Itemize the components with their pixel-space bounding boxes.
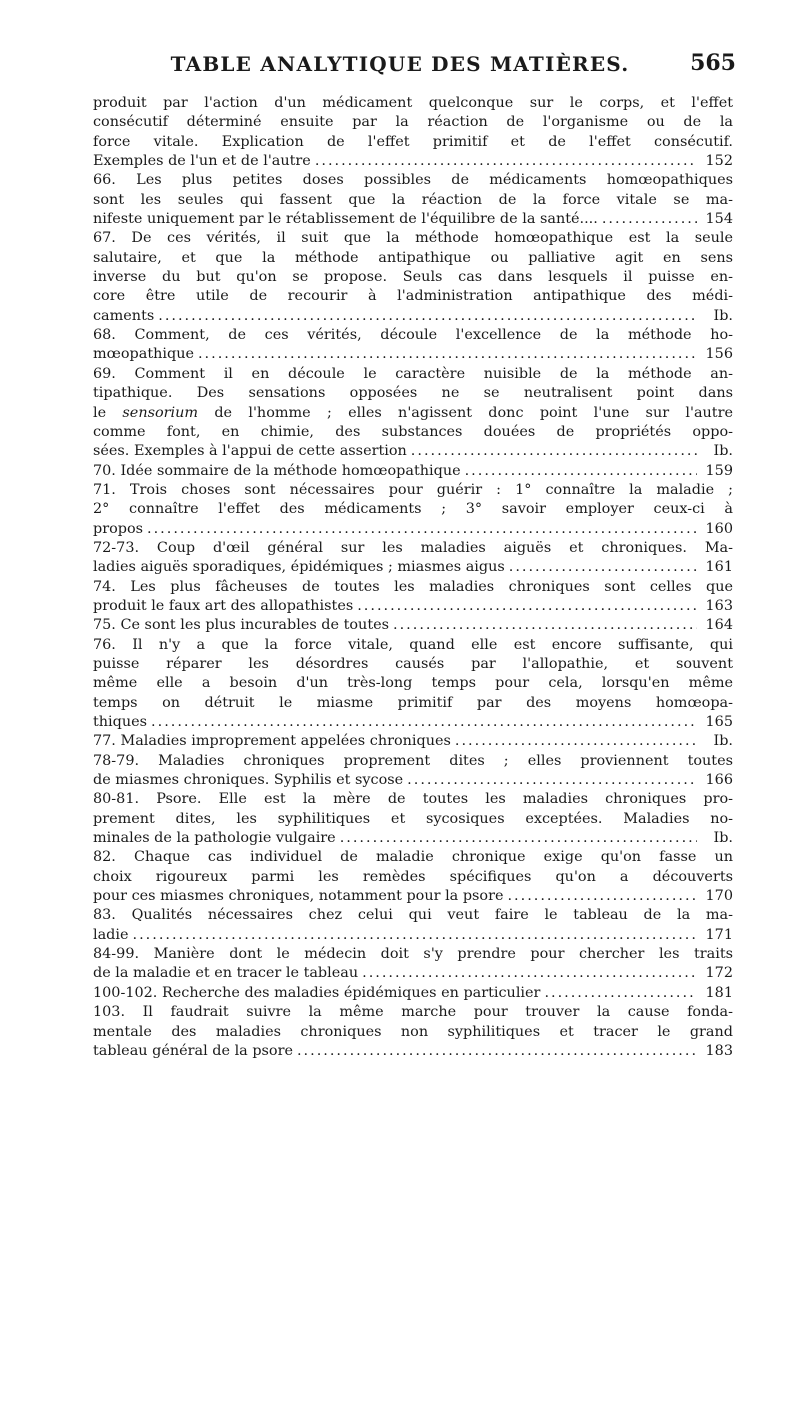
toc-entry-text: de miasmes chroniques. Syphilis et sycose (93, 772, 404, 789)
dot-leader (147, 520, 697, 539)
toc-entry-line: force vitale. Explication de l'effet primitif et de l'effet consécutif. (93, 133, 733, 150)
dot-leader (455, 732, 697, 751)
toc-page-ref: Ib. (713, 307, 733, 324)
page-number: 565 (690, 50, 736, 76)
dot-leader (158, 307, 697, 326)
toc-entry-last-line (93, 616, 733, 635)
toc-entry-last-line (93, 442, 733, 461)
toc-page-ref: 166 (705, 772, 733, 789)
toc-entry-line: 83. Qualités nécessaires chez celui qui veut faire le tableau de la ma- (93, 907, 733, 924)
toc-page-ref: 170 (705, 888, 733, 905)
toc-entry-last-line (93, 926, 733, 945)
toc-entry-last-line (93, 520, 733, 539)
dot-leader (133, 926, 697, 945)
toc-entry-line: sont les seules qui fassent que la réaction de la force vitale se ma- (93, 191, 733, 208)
toc-page-ref: 160 (705, 520, 733, 537)
toc-page-ref: 164 (705, 617, 733, 634)
toc-entry-last-line (93, 964, 733, 983)
table-of-contents (93, 94, 733, 1061)
toc-entry-line: 66. Les plus petites doses possibles de médicaments homœopathiques (93, 172, 733, 189)
toc-page-ref: Ib. (713, 830, 733, 847)
toc-entry (93, 462, 733, 481)
dot-leader (509, 558, 697, 577)
toc-entry-last-line (93, 732, 733, 751)
toc-entry (93, 326, 733, 365)
toc-entry-last-line (93, 210, 733, 229)
toc-entry-line: 68. Comment, de ces vérités, découle l'excellence de la méthode ho- (93, 327, 733, 344)
toc-entry-text: produit le faux art des allopathistes (93, 597, 354, 614)
toc-entry-last-line (93, 345, 733, 364)
dot-leader (362, 964, 697, 983)
toc-entry-text: Exemples de l'un et de l'autre (93, 153, 311, 170)
toc-entry-text: 100-102. Recherche des maladies épidémiques en particulier (93, 984, 541, 1001)
toc-entry-text: pour ces miasmes chroniques, notamment pour la psore (93, 888, 504, 905)
dot-leader (411, 442, 697, 461)
toc-entry-text: de la maladie et en tracer le tableau (93, 965, 359, 982)
running-header (0, 50, 800, 84)
toc-entry (93, 94, 733, 171)
dot-leader (407, 771, 697, 790)
toc-entry (93, 906, 733, 945)
dot-leader (544, 984, 697, 1003)
toc-entry (93, 848, 733, 906)
toc-entry-line: temps on détruit le miasme primitif par des moyens homœopa- (93, 694, 733, 711)
toc-entry-text: nifeste uniquement par le rétablissement de l'équilibre de la santé.... (93, 211, 598, 228)
toc-entry (93, 790, 733, 848)
toc-entry (93, 365, 733, 462)
toc-entry-line: consécutif déterminé ensuite par la réaction de l'organisme ou de la (93, 114, 733, 131)
toc-entry-line: 84-99. Manière dont le médecin doit s'y prendre pour chercher les traits (93, 946, 733, 963)
toc-page-ref: Ib. (713, 443, 733, 460)
toc-entry-line: core être utile de recourir à l'administration antipathique des médi- (93, 288, 733, 305)
toc-entry (93, 1003, 733, 1061)
toc-entry-line: 76. Il n'y a que la force vitale, quand elle est encore suffisante, qui (93, 636, 733, 653)
toc-entry-last-line (93, 713, 733, 732)
toc-entry-text: 77. Maladies improprement appelées chroniques (93, 733, 451, 750)
toc-page-ref: 171 (705, 926, 733, 943)
toc-entry-text: caments (93, 307, 155, 324)
toc-entry-last-line (93, 462, 733, 481)
toc-page-ref: 183 (705, 1042, 733, 1059)
toc-entry-last-line (93, 887, 733, 906)
toc-entry-line: le sensorium de l'homme ; elles n'agissent donc point l'une sur l'autre (93, 404, 733, 421)
toc-page-ref: 156 (705, 346, 733, 363)
toc-page-ref: 172 (705, 965, 733, 982)
toc-page-ref: 181 (705, 984, 733, 1001)
toc-page-ref: Ib. (713, 733, 733, 750)
toc-entry (93, 945, 733, 984)
toc-entry-line: 103. Il faudrait suivre la même marche pour trouver la cause fonda- (93, 1004, 733, 1021)
toc-entry-line: 80-81. Psore. Elle est la mère de toutes les maladies chroniques pro- (93, 791, 733, 808)
toc-entry-text: ladies aiguës sporadiques, épidémiques ; miasmes aigus (93, 559, 505, 576)
toc-entry-line: prement dites, les syphilitiques et sycosiques exceptées. Maladies no- (93, 810, 733, 827)
toc-entry-line: 74. Les plus fâcheuses de toutes les maladies chroniques sont celles que (93, 578, 733, 595)
toc-entry-text: ladie (93, 926, 129, 943)
toc-entry-text: propos (93, 520, 144, 537)
toc-page-ref: 163 (705, 597, 733, 614)
toc-entry-last-line (93, 1042, 733, 1061)
toc-entry (93, 578, 733, 617)
toc-entry (93, 481, 733, 539)
toc-page-ref: 154 (705, 211, 733, 228)
toc-entry-line: 71. Trois choses sont nécessaires pour guérir : 1° connaître la maladie ; (93, 481, 733, 498)
dot-leader (465, 462, 697, 481)
toc-entry (93, 229, 733, 326)
toc-entry-text: sées. Exemples à l'appui de cette assertion (93, 443, 407, 460)
toc-entry-last-line (93, 829, 733, 848)
dot-leader (151, 713, 697, 732)
dot-leader (315, 152, 697, 171)
toc-entry-line: 78-79. Maladies chroniques proprement dites ; elles proviennent toutes (93, 752, 733, 769)
toc-entry-text: thiques (93, 714, 148, 730)
italic-term: sensorium (122, 404, 199, 421)
toc-entry (93, 636, 733, 733)
dot-leader (198, 345, 697, 364)
toc-entry-line: salutaire, et que la méthode antipathique ou palliative agit en sens (93, 249, 733, 266)
toc-entry-last-line (93, 984, 733, 1003)
toc-entry (93, 616, 733, 635)
toc-entry-line: tipathique. Des sensations opposées ne se neutralisent point dans (93, 385, 733, 402)
toc-entry-text: 70. Idée sommaire de la méthode homœopathique (93, 462, 461, 479)
toc-page-ref: 159 (705, 462, 733, 479)
toc-entry-line: 67. De ces vérités, il suit que la méthode homœopathique est la seule (93, 230, 733, 247)
toc-page-ref: 165 (705, 714, 733, 730)
toc-entry-line: choix rigoureux parmi les remèdes spécifiques qu'on a découverts (93, 868, 733, 885)
toc-entry-text: tableau général de la psore (93, 1042, 293, 1059)
toc-entry (93, 539, 733, 578)
toc-entry-line: inverse du but qu'on se propose. Seuls cas dans lesquels il puisse en- (93, 269, 733, 286)
toc-page-ref: 152 (705, 153, 733, 170)
toc-entry-line: comme font, en chimie, des substances douées de propriétés oppo- (93, 423, 733, 440)
toc-entry-text: 75. Ce sont les plus incurables de toutes (93, 617, 390, 634)
toc-entry-line: mentale des maladies chroniques non syphilitiques et tracer le grand (93, 1023, 733, 1040)
dot-leader (507, 887, 697, 906)
toc-entry (93, 984, 733, 1003)
toc-entry-text: mœopathique (93, 346, 194, 363)
toc-entry-line: 2° connaître l'effet des médicaments ; 3° savoir employer ceux-ci à (93, 501, 733, 518)
dot-leader (393, 616, 697, 635)
toc-entry-line: 69. Comment il en découle le caractère nuisible de la méthode an- (93, 365, 733, 382)
toc-entry-last-line (93, 597, 733, 616)
toc-entry-line: même elle a besoin d'un très-long temps pour cela, lorsqu'en même (93, 675, 733, 692)
dot-leader (297, 1042, 697, 1061)
toc-entry-last-line (93, 307, 733, 326)
toc-entry-line: 82. Chaque cas individuel de maladie chronique exige qu'on fasse un (93, 849, 733, 866)
toc-entry-line: 72-73. Coup d'œil général sur les maladies aiguës et chroniques. Ma- (93, 539, 733, 556)
toc-entry-text: minales de la pathologie vulgaire (93, 830, 336, 847)
page-title: TABLE ANALYTIQUE DES MATIÈRES. (170, 52, 630, 76)
toc-entry (93, 732, 733, 751)
toc-entry-line: puisse réparer les désordres causés par l'allopathie, et souvent (93, 655, 733, 672)
toc-entry (93, 171, 733, 229)
dot-leader (602, 210, 697, 229)
toc-entry-last-line (93, 152, 733, 171)
toc-entry-line: produit par l'action d'un médicament quelconque sur le corps, et l'effet (93, 95, 733, 111)
toc-page-ref: 161 (705, 559, 733, 576)
toc-entry-last-line (93, 771, 733, 790)
dot-leader (340, 829, 697, 848)
toc-entry (93, 752, 733, 791)
dot-leader (357, 597, 697, 616)
toc-entry-last-line (93, 558, 733, 577)
